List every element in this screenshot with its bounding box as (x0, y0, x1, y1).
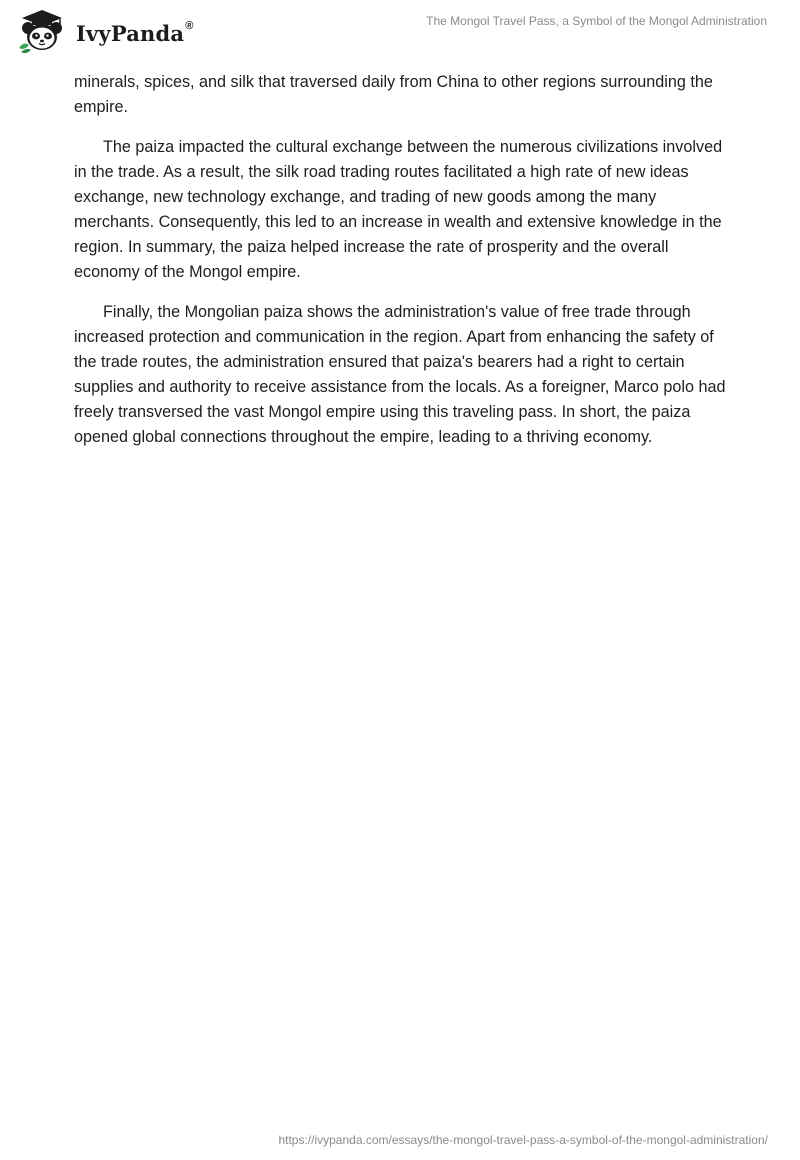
paragraph: Finally, the Mongolian paiza shows the administration's value of free trade through increased protection and communication in the region. Apart from enhancing the safety of the trade routes, the administration ensured that paiza's bearers had a right to certain supplies and authority to receive assistance from the locals. As a foreigner, Marco polo had freely transversed the vast Mongol empire using this traveling pass. In short, the paiza opened global connections throughout the empire, leading to a thriving economy. (74, 303, 726, 446)
document-title: The Mongol Travel Pass, a Symbol of the Mongol Administration (426, 14, 767, 28)
essay-body (74, 70, 726, 465)
page-header (0, 0, 800, 60)
panda-graduate-icon (16, 8, 68, 54)
registered-mark: ® (185, 19, 194, 32)
paragraph: The paiza impacted the cultural exchange between the numerous civilizations involved in the trade. As a result, the silk road trading routes facilitated a high rate of new ideas exchange, new technology exchange, and trading of new goods among the many merchants. Consequently, this led to an increase in wealth and extensive knowledge in the region. In summary, the paiza helped increase the rate of prosperity and the overall economy of the Mongol empire. (74, 138, 723, 281)
paragraph-continued: minerals, spices, and silk that traversed daily from China to other regions surrounding the empire. (74, 73, 713, 116)
source-url[interactable]: https://ivypanda.com/essays/the-mongol-travel-pass-a-symbol-of-the-mongol-administration/ (278, 1133, 768, 1147)
brand-name: IvyPanda® (76, 19, 194, 46)
ivypanda-logo[interactable] (16, 8, 194, 54)
